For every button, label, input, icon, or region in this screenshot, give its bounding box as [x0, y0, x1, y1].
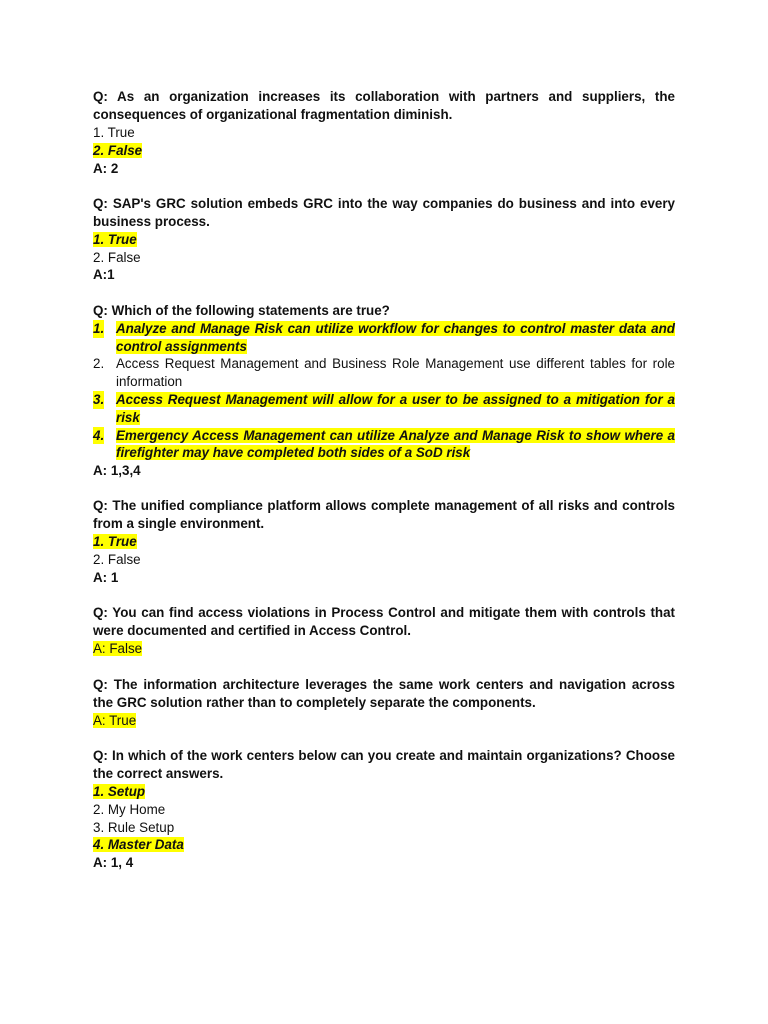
question-block-6: [93, 676, 675, 730]
option-item-correct: 4. Master Data: [93, 837, 184, 853]
answer-highlighted: A: False: [93, 641, 143, 657]
option-item-correct: 1. True: [93, 534, 137, 550]
statement-list: [93, 320, 675, 462]
statement-item-correct: 3. Access Request Management will allow for a user to be assigned to a mitigation for a risk: [93, 391, 675, 425]
answer-text: A: 1,3,4: [93, 463, 141, 479]
question-text: Q: In which of the work centers below can you create and maintain organizations? Choose the correct answers.: [93, 747, 675, 781]
answer-text: A: 2: [93, 160, 119, 176]
question-block-5: [93, 604, 675, 658]
option-item: 2. False: [93, 249, 141, 265]
statement-item-correct: 1. Analyze and Manage Risk can utilize workflow for changes to control master data and control assignments: [93, 320, 675, 354]
question-block-2: [93, 195, 675, 284]
option-item-correct: 1. True: [93, 231, 137, 247]
option-item: 2. My Home: [93, 801, 166, 817]
option-item: 3. Rule Setup: [93, 819, 175, 835]
quiz-page: [93, 88, 675, 889]
question-text: Q: You can find access violations in Process Control and mitigate them with controls that were documented and certified in Access Control.: [93, 605, 675, 639]
option-item-correct: 2. False: [93, 142, 143, 158]
statement-item-correct: 4. Emergency Access Management can utilize Analyze and Manage Risk to show where a firefighter may have completed both sides of a SoD risk: [93, 427, 675, 461]
question-text: Q: SAP's GRC solution embeds GRC into the way companies do business and into every business process.: [93, 195, 675, 229]
statement-item: 2. Access Request Management and Business Role Management use different tables for role information: [93, 356, 675, 390]
option-item: 2. False: [93, 552, 141, 568]
option-item-correct: 1. Setup: [93, 783, 146, 799]
question-block-4: [93, 497, 675, 586]
question-text: Q: Which of the following statements are true?: [93, 302, 390, 318]
answer-text: A: 1, 4: [93, 855, 134, 871]
question-block-7: [93, 747, 675, 872]
question-text: Q: The unified compliance platform allows complete management of all risks and controls from a single environment.: [93, 498, 675, 532]
answer-text: A:1: [93, 267, 115, 283]
question-block-3: [93, 302, 675, 480]
option-item: 1. True: [93, 125, 135, 140]
answer-highlighted: A: True: [93, 712, 137, 728]
question-text: Q: The information architecture leverages the same work centers and navigation across the GRC solution rather than to completely separate the components.: [93, 676, 675, 710]
question-block-1: [93, 88, 675, 177]
question-text: Q: As an organization increases its collaboration with partners and suppliers, the consequences of organizational fragmentation diminish.: [93, 89, 675, 122]
answer-text: A: 1: [93, 570, 119, 586]
